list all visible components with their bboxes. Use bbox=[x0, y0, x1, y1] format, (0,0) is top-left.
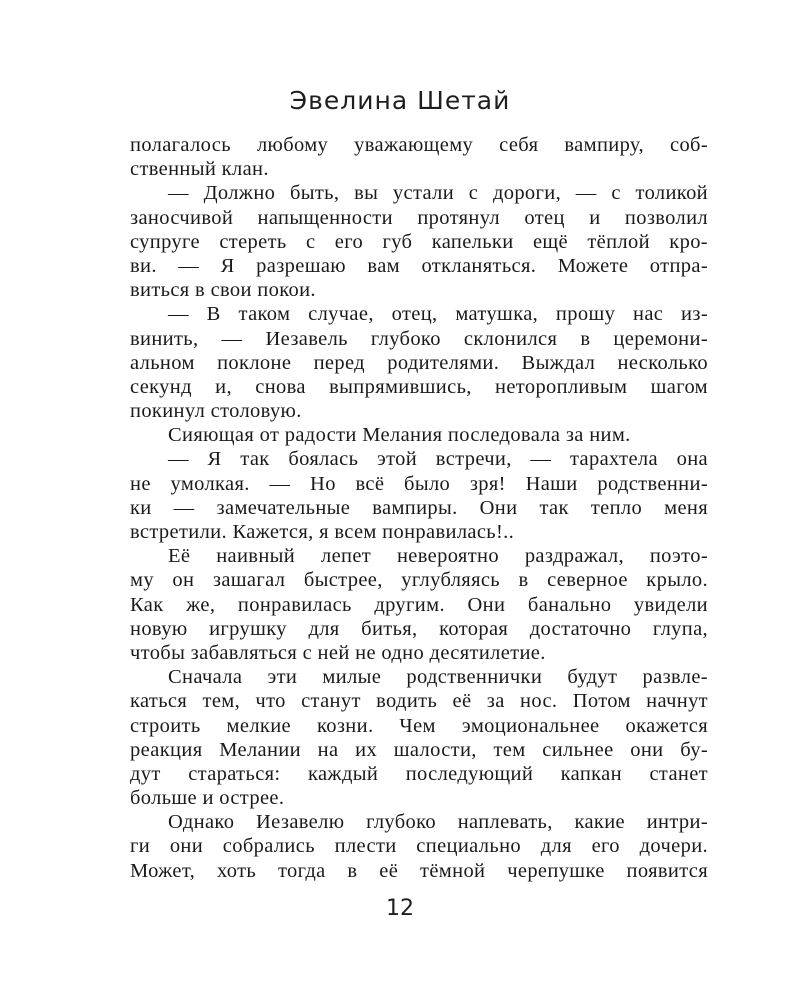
body-text bbox=[130, 133, 708, 883]
text-line: полагалось любому уважающему себя вампиру, соб- bbox=[130, 134, 708, 156]
text-line: больше и острее. bbox=[130, 787, 285, 810]
text-line: Может, хоть тогда в её тёмной черепушке появится bbox=[130, 859, 708, 882]
text-line: строить мелкие козни. Чем эмоциональнее окажется bbox=[130, 714, 708, 737]
text-line: ги они собрались плести специально для его дочери. bbox=[130, 835, 708, 858]
text-line: супруге стереть с его губ капельки ещё тёплой кро- bbox=[130, 230, 708, 253]
text-line: заносчивой напыщенности протянул отец и позволил bbox=[130, 206, 708, 229]
text-line: ственный клан. bbox=[130, 158, 269, 181]
text-line: встретили. Кажется, я всем понравилась!.. bbox=[130, 521, 515, 543]
text-line: не умолкая. — Но всё было зря! Наши родственни- bbox=[130, 472, 708, 495]
text-line: — Должно быть, вы устали с дороги, — с толикой bbox=[168, 182, 708, 205]
text-line: покинул столовую. bbox=[130, 400, 302, 423]
text-line: Сначала эти милые родственнички будут развле- bbox=[168, 666, 708, 689]
text-line: Однако Иезавелю глубоко наплевать, какие интри- bbox=[168, 811, 708, 834]
page-number: 12 bbox=[386, 896, 414, 921]
running-header-author: Эвелина Шетай bbox=[289, 86, 511, 115]
text-line: альном поклоне перед родителями. Выждал несколько bbox=[130, 351, 708, 374]
text-line: чтобы забавляться с ней не одно десятилетие. bbox=[130, 641, 546, 664]
text-line: винить, — Иезавель глубоко склонился в церемони- bbox=[130, 327, 708, 350]
text-line: Её наивный лепет невероятно раздражал, поэто- bbox=[168, 545, 708, 568]
text-line: Сияющая от радости Мелания последовала за ним. bbox=[168, 424, 631, 447]
text-line: — В таком случае, отец, матушка, прошу нас из- bbox=[168, 303, 708, 326]
text-line: виться в свои покои. bbox=[130, 279, 316, 302]
text-line: ки — замечательные вампиры. Они так тепло меня bbox=[130, 496, 708, 519]
text-line: дут стараться: каждый последующий капкан станет bbox=[130, 762, 708, 785]
text-line: Как же, понравилась другим. Они банально увидели bbox=[130, 593, 708, 616]
text-line: реакция Мелании на их шалости, тем сильнее они бу- bbox=[130, 738, 708, 761]
text-line: ви. — Я разрешаю вам откланяться. Можете отпра- bbox=[130, 254, 708, 277]
text-line: каться тем, что станут водить её за нос. Потом начнут bbox=[130, 690, 708, 713]
text-line: секунд и, снова выпрямившись, неторопливым шагом bbox=[130, 375, 708, 398]
text-line: — Я так боялась этой встречи, — тарахтела она bbox=[168, 448, 708, 471]
text-line: новую игрушку для битья, которая достаточно глупа, bbox=[130, 617, 708, 640]
text-line: му он зашагал быстрее, углубляясь в северное крыло. bbox=[130, 569, 708, 592]
